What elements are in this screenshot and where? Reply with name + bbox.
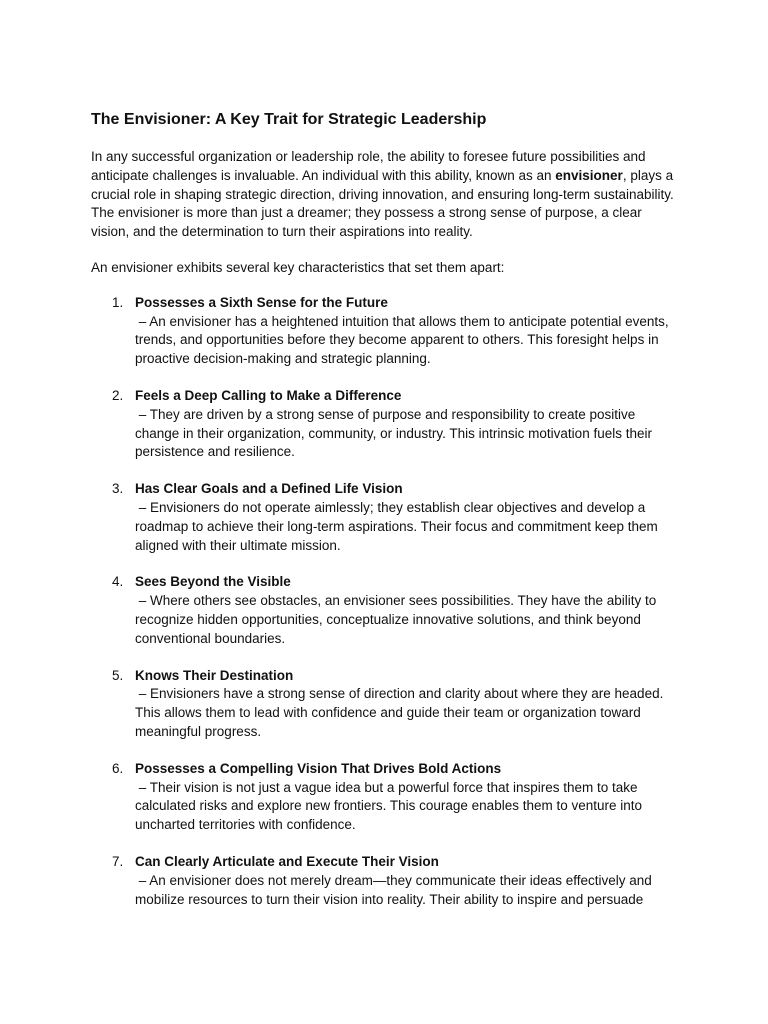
list-item-heading: Possesses a Compelling Vision That Drives Bold Actions	[135, 760, 502, 776]
list-item-number: 6.	[112, 760, 124, 776]
list-item	[91, 760, 681, 835]
list-item-number: 2.	[112, 387, 124, 403]
list-item	[91, 387, 681, 462]
list-item	[91, 294, 681, 369]
list-item-heading: Sees Beyond the Visible	[135, 574, 291, 590]
list-item-heading: Has Clear Goals and a Defined Life Vision	[135, 481, 403, 497]
list-item-body: – They are driven by a strong sense of purpose and responsibility to create positive change in their organization, community, or industry. This intrinsic motivation fuels their persistence and resilience.	[135, 406, 652, 460]
list-item-heading: Feels a Deep Calling to Make a Difference	[135, 387, 402, 403]
list-item-number: 7.	[112, 853, 124, 869]
document-title: The Envisioner: A Key Trait for Strategic Leadership	[91, 111, 487, 128]
list-item-heading: Possesses a Sixth Sense for the Future	[135, 294, 388, 310]
list-item-number: 1.	[112, 294, 124, 310]
list-item-body: – Their vision is not just a vague idea but a powerful force that inspires them to take calculated risks and explore new frontiers. This courage enables them to venture into uncharted territories with confidence.	[135, 779, 643, 833]
list-item	[91, 573, 681, 648]
intro-paragraph	[91, 148, 681, 242]
lead-in-paragraph: An envisioner exhibits several key characteristics that set them apart:	[91, 259, 505, 275]
document-page	[91, 110, 681, 927]
intro-text-end: , plays a crucial role in shaping strategic direction, driving innovation, and ensuring long-term sustainability. The envisioner is more than just a dreamer; they possess a strong sense of purpose, a clear vision, and the determination to turn their aspirations into reality.	[91, 167, 674, 240]
list-item	[91, 480, 681, 555]
list-item-heading: Can Clearly Articulate and Execute Their Vision	[135, 853, 439, 869]
list-item-number: 4.	[112, 574, 124, 590]
list-item	[91, 667, 681, 742]
traits-list	[91, 294, 681, 910]
list-item-number: 3.	[112, 481, 124, 497]
list-item-number: 5.	[112, 667, 124, 683]
list-item-body: – Where others see obstacles, an envisioner sees possibilities. They have the ability to recognize hidden opportunities, conceptualize innovative solutions, and think beyond conventional boundaries.	[135, 593, 657, 646]
list-item-heading: Knows Their Destination	[135, 667, 294, 683]
list-item-body: – Envisioners do not operate aimlessly; they establish clear objectives and develop a roadmap to achieve their long-term aspirations. Their focus and commitment keep them aligned with their ultimate mission.	[135, 499, 658, 553]
intro-bold-term: envisioner	[555, 167, 623, 183]
list-item	[91, 853, 681, 909]
intro-text-start: In any successful organization or leadership role, the ability to foresee future possibilities and anticipate challenges is invaluable. An individual with this ability, known as an	[91, 149, 646, 183]
list-item-body: – An envisioner does not merely dream—they communicate their ideas effectively and mobilize resources to turn their vision into reality. Their ability to inspire and persuade	[135, 872, 652, 907]
list-item-body: – Envisioners have a strong sense of direction and clarity about where they are headed. This allows them to lead with confidence and guide their team or organization toward meaningful progress.	[135, 686, 664, 739]
list-item-body: – An envisioner has a heightened intuition that allows them to anticipate potential events, trends, and opportunities before they become apparent to others. This foresight helps in proactive decision-making and strategic planning.	[135, 313, 669, 367]
